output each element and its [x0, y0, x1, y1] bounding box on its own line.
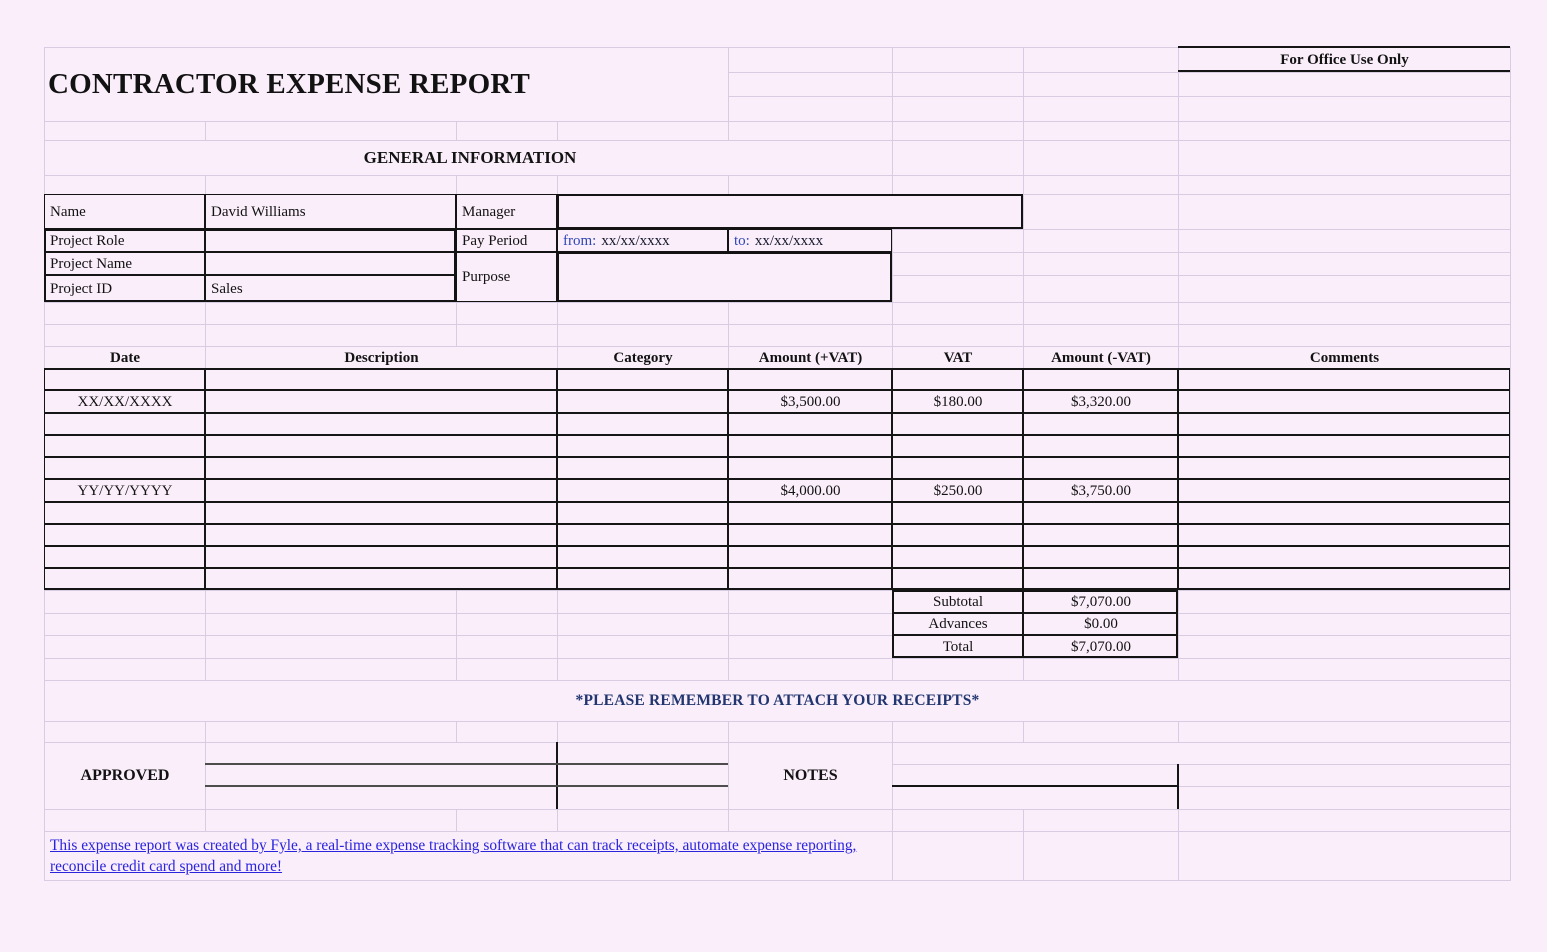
expense-description-cell[interactable] [206, 480, 558, 503]
expense-amount-minus-vat-cell[interactable] [1024, 370, 1179, 391]
grid-cell [457, 176, 558, 195]
grid-cell [729, 303, 893, 325]
grid-cell [558, 636, 729, 659]
expense-category-cell[interactable] [558, 547, 729, 569]
grid-cell [1179, 141, 1511, 176]
expense-category-cell[interactable] [558, 370, 729, 391]
expense-amount-plus-vat-cell[interactable] [729, 436, 893, 458]
grid-cell [1179, 659, 1511, 681]
pay-period-from-field[interactable] [558, 230, 729, 253]
grid-cell [558, 659, 729, 681]
grid-cell [729, 97, 893, 122]
grid-cell [729, 176, 893, 195]
grid-cell [457, 325, 558, 347]
expense-category-cell[interactable] [558, 391, 729, 414]
grid-cell [1179, 832, 1511, 881]
grid-cell [206, 325, 457, 347]
pay-period-label: Pay Period [457, 230, 558, 253]
grid-cell [729, 73, 893, 97]
expense-comments-cell[interactable] [1179, 569, 1511, 591]
subtotal-value[interactable]: $7,070.00 [1024, 591, 1179, 614]
expense-date-cell[interactable] [45, 503, 206, 525]
grid-cell [45, 810, 206, 832]
expense-amount-plus-vat-cell[interactable] [729, 503, 893, 525]
grid-cell [45, 325, 206, 347]
grid-cell [893, 176, 1024, 195]
grid-cell [1024, 122, 1179, 141]
column-header-category: Category [558, 347, 729, 370]
grid-cell [893, 325, 1024, 347]
expense-vat-cell[interactable]: $180.00 [893, 391, 1024, 414]
grid-cell [1024, 659, 1179, 681]
expense-amount-plus-vat-cell[interactable] [729, 458, 893, 480]
grid-cell [1179, 636, 1511, 659]
grid-cell [206, 810, 457, 832]
expense-category-cell[interactable] [558, 458, 729, 480]
expense-vat-cell[interactable] [893, 569, 1024, 591]
grid-cell [558, 614, 729, 636]
grid-cell [45, 659, 206, 681]
expense-date-cell[interactable] [45, 458, 206, 480]
expense-description-cell[interactable] [206, 458, 558, 480]
grid-cell [1179, 73, 1511, 97]
grid-cell [1179, 722, 1511, 743]
page-title: CONTRACTOR EXPENSE REPORT [45, 48, 729, 122]
purpose-value-field[interactable] [558, 253, 893, 303]
grid-cell [558, 176, 729, 195]
expense-vat-cell[interactable] [893, 414, 1024, 436]
advances-label: Advances [893, 614, 1024, 636]
general-information-heading: GENERAL INFORMATION [45, 141, 893, 176]
grid-cell [1179, 591, 1511, 614]
total-label: Total [893, 636, 1024, 659]
approved-label: APPROVED [45, 743, 206, 810]
expense-amount-plus-vat-cell[interactable] [729, 525, 893, 547]
grid-cell [206, 614, 457, 636]
grid-cell [729, 122, 893, 141]
grid-cell [1024, 253, 1179, 276]
grid-cell [729, 810, 893, 832]
project-name-value-field[interactable] [206, 253, 457, 276]
grid-cell [1024, 73, 1179, 97]
expense-date-cell[interactable]: YY/YY/YYYY [45, 480, 206, 503]
grid-cell [1024, 230, 1179, 253]
pay-period-from-label: from: [563, 232, 597, 249]
grid-cell [1179, 253, 1511, 276]
expense-comments-cell[interactable] [1179, 414, 1511, 436]
column-header-comments: Comments [1179, 347, 1511, 370]
grid-cell [457, 659, 558, 681]
expense-date-cell[interactable] [45, 547, 206, 569]
grid-cell [1179, 276, 1511, 303]
expense-date-cell[interactable] [45, 525, 206, 547]
grid-cell [457, 122, 558, 141]
project-role-label: Project Role [45, 230, 206, 253]
pay-period-from-value: xx/xx/xxxx [601, 232, 670, 249]
grid-cell [729, 636, 893, 659]
spreadsheet-grid [44, 47, 1511, 881]
grid-cell [206, 176, 457, 195]
grid-cell [893, 276, 1024, 303]
grid-cell [893, 810, 1024, 832]
expense-amount-plus-vat-cell[interactable] [729, 547, 893, 569]
expense-vat-cell[interactable] [893, 525, 1024, 547]
expense-description-cell[interactable] [206, 391, 558, 414]
grid-cell [45, 614, 206, 636]
grid-cell [558, 303, 729, 325]
grid-cell [729, 48, 893, 73]
grid-cell [729, 591, 893, 614]
grid-cell [1024, 303, 1179, 325]
grid-cell [1179, 176, 1511, 195]
grid-cell [893, 253, 1024, 276]
name-label: Name [45, 195, 206, 230]
grid-cell [893, 73, 1024, 97]
expense-category-cell[interactable] [558, 414, 729, 436]
expense-comments-cell[interactable] [1179, 547, 1511, 569]
grid-cell [457, 591, 558, 614]
expense-description-cell[interactable] [206, 547, 558, 569]
expense-description-cell[interactable] [206, 436, 558, 458]
expense-comments-cell[interactable] [1179, 391, 1511, 414]
expense-comments-cell[interactable] [1179, 525, 1511, 547]
project-id-value-field[interactable]: Sales [206, 276, 457, 303]
grid-cell [1024, 48, 1179, 73]
grid-cell [1179, 303, 1511, 325]
grid-cell [45, 303, 206, 325]
pay-period-to-value: xx/xx/xxxx [754, 232, 824, 249]
notes-area-row[interactable] [893, 743, 1511, 765]
pay-period-to-label: to: [734, 232, 750, 249]
grid-cell [45, 176, 206, 195]
expense-description-cell[interactable] [206, 503, 558, 525]
grid-cell [206, 591, 457, 614]
notes-area-row[interactable] [1179, 765, 1511, 787]
expense-amount-minus-vat-cell[interactable] [1024, 414, 1179, 436]
grid-cell [1024, 832, 1179, 881]
grid-cell [558, 591, 729, 614]
expense-vat-cell[interactable] [893, 370, 1024, 391]
expense-date-cell[interactable]: XX/XX/XXXX [45, 391, 206, 414]
expense-vat-cell[interactable] [893, 436, 1024, 458]
signature-area-row[interactable] [206, 787, 729, 810]
manager-value-field[interactable] [558, 195, 1024, 230]
grid-cell [893, 141, 1024, 176]
name-value-field[interactable]: David Williams [206, 195, 457, 230]
expense-amount-minus-vat-cell[interactable] [1024, 547, 1179, 569]
expense-vat-cell[interactable]: $250.00 [893, 480, 1024, 503]
notes-area-row[interactable] [893, 787, 1511, 810]
grid-cell [1179, 97, 1511, 122]
grid-cell [45, 591, 206, 614]
grid-cell [45, 122, 206, 141]
purpose-label: Purpose [457, 253, 558, 303]
expense-vat-cell[interactable] [893, 503, 1024, 525]
grid-cell [558, 810, 729, 832]
manager-label: Manager [457, 195, 558, 230]
grid-cell [1024, 810, 1179, 832]
grid-cell [206, 636, 457, 659]
grid-cell [45, 636, 206, 659]
expense-description-cell[interactable] [206, 414, 558, 436]
expense-comments-cell[interactable] [1179, 503, 1511, 525]
expense-date-cell[interactable] [45, 414, 206, 436]
grid-cell [893, 122, 1024, 141]
grid-cell [893, 303, 1024, 325]
grid-cell [1024, 141, 1179, 176]
expense-amount-plus-vat-cell[interactable]: $4,000.00 [729, 480, 893, 503]
grid-cell [457, 636, 558, 659]
grid-cell [893, 832, 1024, 881]
grid-cell [1179, 122, 1511, 141]
expense-comments-cell[interactable] [1179, 458, 1511, 480]
project-role-value-field[interactable] [206, 230, 457, 253]
grid-cell [558, 122, 729, 141]
expense-comments-cell[interactable] [1179, 480, 1511, 503]
grid-cell [457, 303, 558, 325]
expense-category-cell[interactable] [558, 503, 729, 525]
column-header-amount-minus-vat: Amount (-VAT) [1024, 347, 1179, 370]
expense-amount-plus-vat-cell[interactable] [729, 569, 893, 591]
grid-cell [893, 48, 1024, 73]
grid-cell [457, 614, 558, 636]
grid-cell [893, 97, 1024, 122]
grid-cell [558, 325, 729, 347]
pay-period-to-field[interactable] [729, 230, 893, 253]
fyle-link[interactable]: This expense report was created by Fyle, a real-time expense tracking software that can track receipts, automate expense reporting, reconcile credit card spend and more! [45, 832, 893, 881]
grid-cell [729, 659, 893, 681]
project-id-label: Project ID [45, 276, 206, 303]
expense-amount-plus-vat-cell[interactable] [729, 370, 893, 391]
grid-cell [1024, 176, 1179, 195]
receipts-reminder-banner: *PLEASE REMEMBER TO ATTACH YOUR RECEIPTS* [45, 681, 1511, 722]
expense-date-cell[interactable] [45, 569, 206, 591]
grid-cell [457, 722, 558, 743]
grid-cell [1024, 195, 1179, 230]
expense-amount-minus-vat-cell[interactable] [1024, 569, 1179, 591]
grid-cell [1179, 195, 1511, 230]
expense-amount-plus-vat-cell[interactable]: $3,500.00 [729, 391, 893, 414]
expense-date-cell[interactable] [45, 370, 206, 391]
office-use-only-header: For Office Use Only [1179, 48, 1511, 73]
expense-amount-minus-vat-cell[interactable] [1024, 436, 1179, 458]
grid-cell [1024, 722, 1179, 743]
grid-cell [893, 659, 1024, 681]
grid-cell [1024, 97, 1179, 122]
expense-amount-minus-vat-cell[interactable]: $3,750.00 [1024, 480, 1179, 503]
expense-category-cell[interactable] [558, 480, 729, 503]
grid-cell [1179, 810, 1511, 832]
grid-cell [206, 659, 457, 681]
grid-cell [558, 722, 729, 743]
expense-description-cell[interactable] [206, 525, 558, 547]
expense-amount-minus-vat-cell[interactable] [1024, 458, 1179, 480]
grid-cell [893, 722, 1024, 743]
expense-amount-plus-vat-cell[interactable] [729, 414, 893, 436]
advances-value[interactable]: $0.00 [1024, 614, 1179, 636]
expense-amount-minus-vat-cell[interactable] [1024, 503, 1179, 525]
grid-cell [45, 722, 206, 743]
expense-category-cell[interactable] [558, 436, 729, 458]
column-header-vat: VAT [893, 347, 1024, 370]
column-header-date: Date [45, 347, 206, 370]
expense-vat-cell[interactable] [893, 547, 1024, 569]
grid-cell [206, 722, 457, 743]
expense-amount-minus-vat-cell[interactable]: $3,320.00 [1024, 391, 1179, 414]
expense-description-cell[interactable] [206, 569, 558, 591]
grid-cell [1179, 230, 1511, 253]
expense-comments-cell[interactable] [1179, 436, 1511, 458]
grid-cell [206, 122, 457, 141]
column-header-amount-plus-vat: Amount (+VAT) [729, 347, 893, 370]
subtotal-label: Subtotal [893, 591, 1024, 614]
grid-cell [1024, 276, 1179, 303]
signature-area-row[interactable] [206, 743, 729, 765]
project-name-label: Project Name [45, 253, 206, 276]
grid-cell [1179, 325, 1511, 347]
notes-label: NOTES [729, 743, 893, 810]
expense-vat-cell[interactable] [893, 458, 1024, 480]
grid-cell [893, 230, 1024, 253]
grid-cell [1024, 325, 1179, 347]
expense-amount-minus-vat-cell[interactable] [1024, 525, 1179, 547]
expense-category-cell[interactable] [558, 569, 729, 591]
grid-cell [729, 614, 893, 636]
expense-description-cell[interactable] [206, 370, 558, 391]
grid-cell [729, 325, 893, 347]
expense-date-cell[interactable] [45, 436, 206, 458]
notes-area-row[interactable] [893, 765, 1179, 787]
expense-comments-cell[interactable] [1179, 370, 1511, 391]
grid-cell [206, 303, 457, 325]
signature-area-row[interactable] [206, 765, 729, 787]
grid-cell [729, 722, 893, 743]
column-header-description: Description [206, 347, 558, 370]
grid-cell [457, 810, 558, 832]
total-value[interactable]: $7,070.00 [1024, 636, 1179, 659]
expense-category-cell[interactable] [558, 525, 729, 547]
grid-cell [1179, 614, 1511, 636]
